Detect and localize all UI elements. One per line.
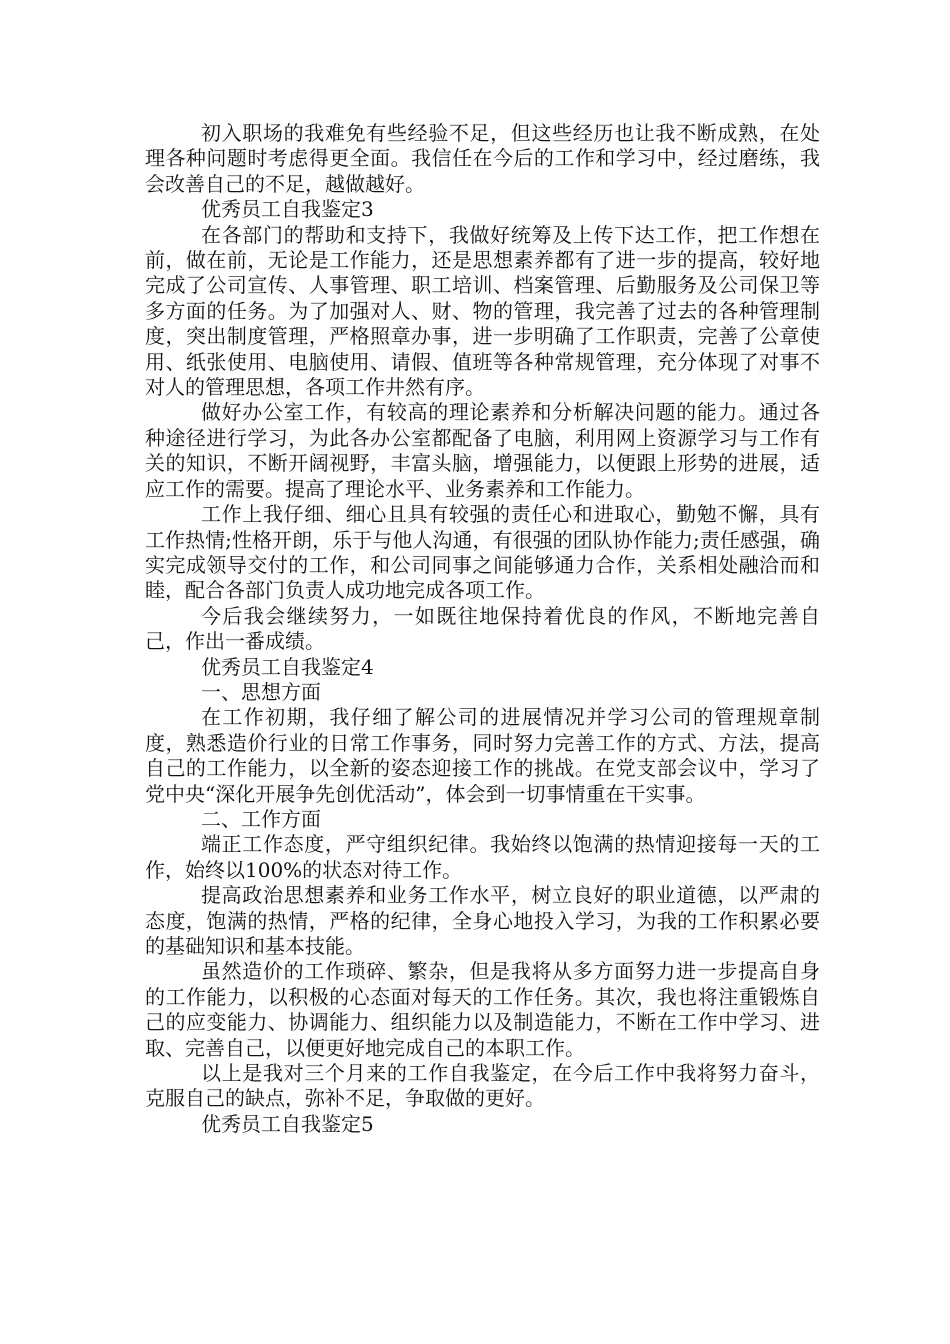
paragraph: 在各部门的帮助和支持下，我做好统筹及上传下达工作，把工作想在前，做在前，无论是工作能力，还是思想素养都有了进一步的提高，较好地完成了公司宣传、人事管理、职工培训、档案管理、后勤服务及公司保卫等多方面的任务。为了加强对人、财、物的管理，我完善了过去的各种管理制度，突出制度管理，严格照章办事，进一步明确了工作职责，完善了公章使用、纸张使用、电脑使用、请假、值班等各种常规管理，充分体现了对事不对人的管理思想，各项工作井然有序。 <box>145 222 820 400</box>
subsection-heading: 一、思想方面 <box>201 679 321 704</box>
section-heading: 优秀员工自我鉴定4 <box>201 654 374 679</box>
paragraph: 做好办公室工作，有较高的理论素养和分析解决问题的能力。通过各种途径进行学习，为此各办公室都配备了电脑，利用网上资源学习与工作有关的知识，不断开阔视野，丰富头脑，增强能力，以便跟上形势的进展，适应工作的需要。提高了理论水平、业务素养和工作能力。 <box>145 400 820 501</box>
section-heading: 优秀员工自我鉴定3 <box>201 197 374 222</box>
document-body <box>145 121 820 1137</box>
subsection-heading: 二、工作方面 <box>201 806 321 831</box>
paragraph: 在工作初期，我仔细了解公司的进展情况并学习公司的管理规章制度，熟悉造价行业的日常工作事务，同时努力完善工作的方式、方法，提高自己的工作能力，以全新的姿态迎接工作的挑战。在党支部会议中，学习了党中央“深化开展争先创优活动”，体会到一切事情重在干实事。 <box>145 705 820 806</box>
paragraph: 端正工作态度，严守组织纪律。我始终以饱满的热情迎接每一天的工作，始终以100%的状态对待工作。 <box>145 832 820 882</box>
paragraph: 今后我会继续努力，一如既往地保持着优良的作风，不断地完善自己，作出一番成绩。 <box>145 603 820 654</box>
paragraph: 虽然造价的工作琐碎、繁杂，但是我将从多方面努力进一步提高自身的工作能力，以积极的心态面对每天的工作任务。其次，我也将注重锻炼自己的应变能力、协调能力、组织能力以及制造能力，不断在工作中学习、进取、完善自己，以便更好地完成自己的本职工作。 <box>145 959 820 1060</box>
section-heading: 优秀员工自我鉴定5 <box>201 1111 374 1136</box>
paragraph: 以上是我对三个月来的工作自我鉴定，在今后工作中我将努力奋斗，克服自己的缺点，弥补不足，争取做的更好。 <box>145 1061 820 1111</box>
paragraph: 初入职场的我难免有些经验不足，但这些经历也让我不断成熟，在处理各种问题时考虑得更全面。我信任在今后的工作和学习中，经过磨练，我会改善自己的不足，越做越好。 <box>145 121 820 196</box>
paragraph: 提高政治思想素养和业务工作水平，树立良好的职业道德，以严肃的态度，饱满的热情，严格的纪律，全身心地投入学习，为我的工作积累必要的基础知识和基本技能。 <box>145 883 820 958</box>
paragraph: 工作上我仔细、细心且具有较强的责任心和进取心，勤勉不懈，具有工作热情;性格开朗，乐于与他人沟通，有很强的团队协作能力;责任感强，确实完成领导交付的工作，和公司同事之间能够通力合作，关系相处融洽而和睦，配合各部门负责人成功地完成各项工作。 <box>145 502 820 603</box>
